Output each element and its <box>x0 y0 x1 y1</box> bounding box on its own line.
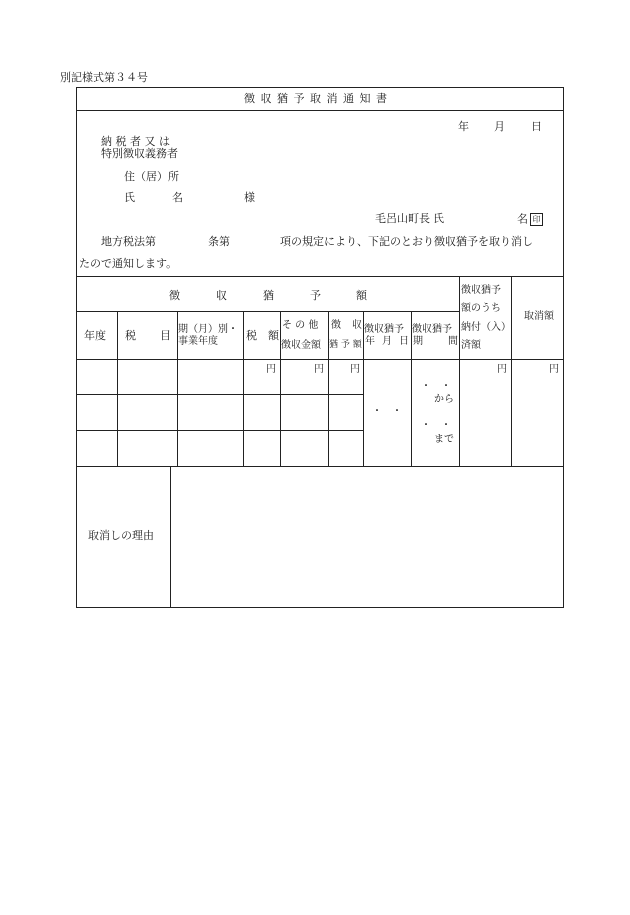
address-label: 住（居）所 <box>124 170 179 183</box>
col-header-date-3: 月 <box>382 336 392 347</box>
name-label-shi: 氏 <box>124 191 135 204</box>
col-header-tax-1: 税 <box>125 329 136 342</box>
issuer-mei-text: 名 <box>517 212 528 226</box>
col-header-amount-2: 額 <box>268 329 279 342</box>
col-header-year: 年度 <box>84 329 106 342</box>
group-header-char-3: 猶 <box>263 289 274 302</box>
yen-unit-other: 円 <box>314 364 324 375</box>
paid-header-1: 徴収猶予 <box>461 285 501 296</box>
col-header-period-1: 期（月）別・ <box>178 324 238 335</box>
date-day-label: 日 <box>531 120 542 133</box>
col-header-collect-2: 収 <box>352 320 362 331</box>
yen-unit-collect: 円 <box>350 364 360 375</box>
honorific-label: 様 <box>244 191 255 204</box>
col-line-collect <box>328 311 329 466</box>
col-line-cancel <box>511 276 512 466</box>
group-header-char-5: 額 <box>356 289 367 302</box>
col-header-date-1: 徴収猶予 <box>364 324 404 335</box>
issuer-shi: 氏 <box>433 212 444 225</box>
group-header-divider <box>76 311 459 312</box>
col-header-collect-3: 猶 予 額 <box>329 340 362 350</box>
title-divider <box>76 110 564 111</box>
term-end-dots: ・ ・ <box>421 420 451 431</box>
yen-unit-paid: 円 <box>497 364 507 375</box>
body-article-label: 条第 <box>208 235 230 248</box>
notice-title: 徴 収 猶 予 取 消 通 知 書 <box>244 92 388 105</box>
group-header-char-4: 予 <box>310 289 321 302</box>
table-bottom-divider <box>76 466 564 467</box>
column-header-divider <box>76 359 564 360</box>
reason-divider <box>170 466 171 608</box>
body-notice-text: たので通知します。 <box>79 257 178 270</box>
col-header-other-2: 徴収金額 <box>281 340 321 351</box>
col-header-period-2: 事業年度 <box>178 336 218 347</box>
col-header-date-2: 年 <box>365 336 375 347</box>
term-until-label: まで <box>434 434 454 445</box>
col-header-term-2: 期 <box>413 336 423 347</box>
official-seal-icon: 印 <box>530 213 543 226</box>
yen-unit-cancel: 円 <box>549 364 559 375</box>
paid-header-3: 納付（入） <box>461 322 511 333</box>
col-header-amount-1: 税 <box>246 329 257 342</box>
form-number-label: 別記様式第３４号 <box>60 71 148 84</box>
group-header-char-1: 徴 <box>169 289 180 302</box>
issuer-mayor: 毛呂山町長 <box>375 212 430 225</box>
paid-header-2: 額のうち <box>461 303 501 314</box>
col-header-other-1: そ の 他 <box>282 320 319 331</box>
cancel-header: 取消額 <box>524 311 554 322</box>
col-header-term-1: 徴収猶予 <box>412 324 452 335</box>
body-clause-text: 項の規定により、下記のとおり徴収猶予を取り消し <box>280 235 533 248</box>
col-line-paid <box>459 276 460 466</box>
taxpayer-label: 納 税 者 又 は <box>101 135 170 148</box>
issuer-mei <box>517 213 543 226</box>
row-divider-1 <box>76 394 363 395</box>
body-law-label: 地方税法第 <box>101 235 156 248</box>
col-header-collect-1: 徴 <box>331 320 341 331</box>
name-label-mei: 名 <box>172 191 183 204</box>
col-line-amount <box>243 311 244 466</box>
yen-unit-amount: 円 <box>266 364 276 375</box>
date-placeholder-dots: ・ ・ <box>372 406 402 417</box>
col-header-tax-2: 目 <box>160 329 171 342</box>
term-start-dots: ・ ・ <box>421 381 451 392</box>
body-divider <box>76 276 564 277</box>
date-year-label: 年 <box>458 120 469 133</box>
special-collector-label: 特別徴収義務者 <box>101 147 178 160</box>
col-header-date-4: 日 <box>399 336 409 347</box>
col-line-tax <box>117 311 118 466</box>
col-header-term-3: 間 <box>448 336 458 347</box>
col-line-other <box>280 311 281 466</box>
paid-header-4: 済額 <box>461 340 481 351</box>
reason-label: 取消しの理由 <box>88 529 154 542</box>
term-from-label: から <box>434 394 454 405</box>
row-divider-2 <box>76 430 363 431</box>
group-header-char-2: 収 <box>216 289 227 302</box>
date-month-label: 月 <box>494 120 505 133</box>
